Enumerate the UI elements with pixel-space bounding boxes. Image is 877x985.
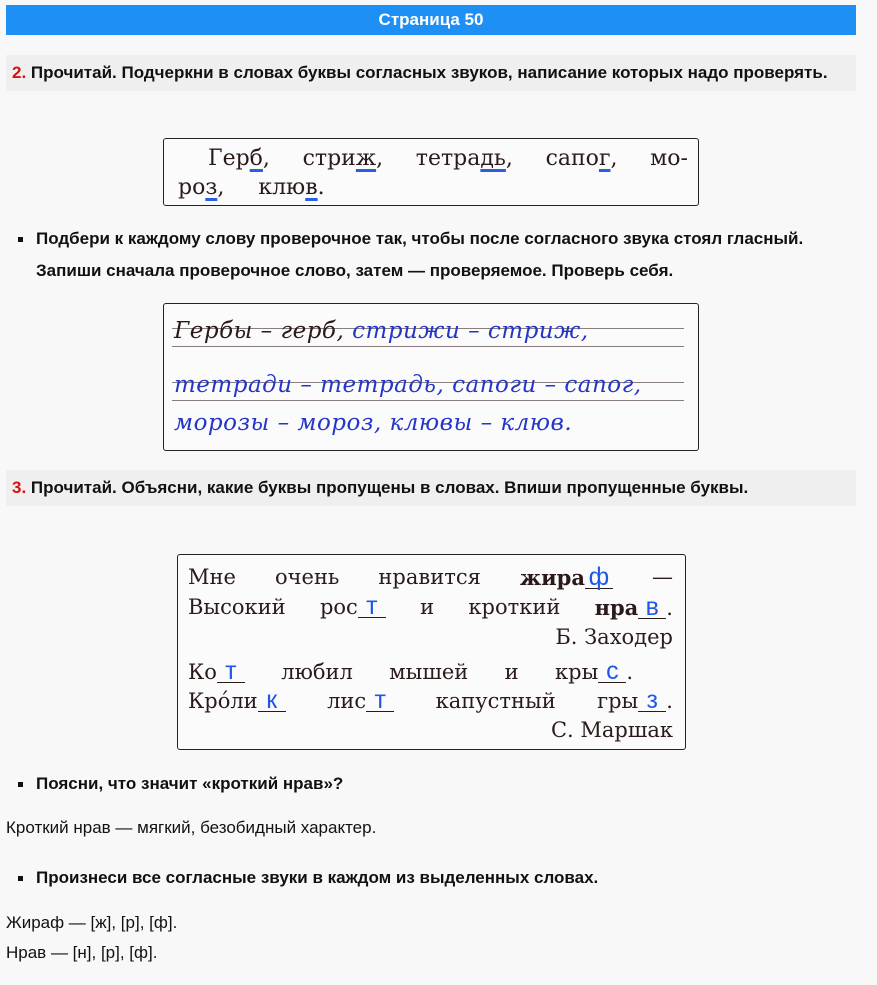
handwriting-box xyxy=(163,303,699,451)
word-line-2 xyxy=(178,173,688,202)
poem-box xyxy=(177,554,686,750)
filled-blank: т xyxy=(358,595,386,618)
filled-blank: с xyxy=(598,660,626,683)
answer-line-1: Жираф — [ж], [р], [ф]. xyxy=(6,913,178,932)
task-3-heading xyxy=(6,470,856,506)
poem-line: Кро́ли к лис т капустный гры з . xyxy=(188,686,673,714)
word: клюв. xyxy=(258,175,325,200)
handwriting-line-3: морозы – мороз, клювы – клюв. xyxy=(174,410,573,436)
word-box xyxy=(163,138,699,206)
task-2-heading xyxy=(6,55,856,91)
instruction-text: Подбери к каждому слову проверочное так, чтобы после согласного звука стоял гласный. Запиши сначала проверочное слово, затем — проверяемое. Проверь себя. xyxy=(36,229,804,280)
filled-blank: т xyxy=(366,689,394,712)
bullet-icon xyxy=(18,782,23,787)
question-text: Поясни, что значит «кроткий нрав»? xyxy=(36,774,344,793)
word: роз, xyxy=(178,175,225,200)
question-bullet xyxy=(18,862,866,894)
question-text: Произнеси все согласные звуки в каждом из выделенных словах. xyxy=(36,868,599,887)
poem-author: Б. Заходер xyxy=(555,625,673,649)
filled-blank: к xyxy=(258,689,286,712)
word: Герб, xyxy=(208,146,270,171)
filled-blank: т xyxy=(217,660,245,683)
filled-blank: з xyxy=(638,689,666,712)
handwriting-line-1: Гербы – герб, стрижи – стриж, xyxy=(174,318,589,344)
word: стриж, xyxy=(302,146,384,171)
task-prompt: Прочитай. Подчеркни в словах буквы согласных звуков, написание которых надо проверять. xyxy=(30,63,828,82)
page-header xyxy=(6,5,856,35)
answer-line-2: Нрав — [н], [р], [ф]. xyxy=(6,943,158,962)
filled-blank: ф xyxy=(585,566,613,589)
task-number: 3. xyxy=(12,478,27,497)
filled-blank: в xyxy=(638,596,666,619)
poem-author: С. Маршак xyxy=(550,718,673,742)
page-title: Страница 50 xyxy=(378,10,484,29)
task-number: 2. xyxy=(12,63,27,82)
poem-line: Ко т любил мышей и кры с . xyxy=(188,657,633,685)
poem-line: Мне очень нравится жира ф — xyxy=(188,563,673,591)
question-bullet xyxy=(18,768,866,800)
poem-line: Высокий рос т и кроткий нра в . xyxy=(188,592,673,621)
word: мо- xyxy=(650,146,688,171)
bullet-icon xyxy=(18,237,23,242)
task-prompt: Прочитай. Объясни, какие буквы пропущены в словах. Впиши пропущенные буквы. xyxy=(30,478,749,497)
instruction-bullet xyxy=(18,223,866,287)
handwriting-line-2: тетради – тетрадь, сапоги – сапог, xyxy=(174,372,642,398)
word-line-1 xyxy=(178,144,688,173)
word: тетрадь, xyxy=(415,146,513,171)
bullet-icon xyxy=(18,876,23,881)
word: сапог, xyxy=(545,146,618,171)
answer-text: Кроткий нрав — мягкий, безобидный характер. xyxy=(6,818,377,837)
